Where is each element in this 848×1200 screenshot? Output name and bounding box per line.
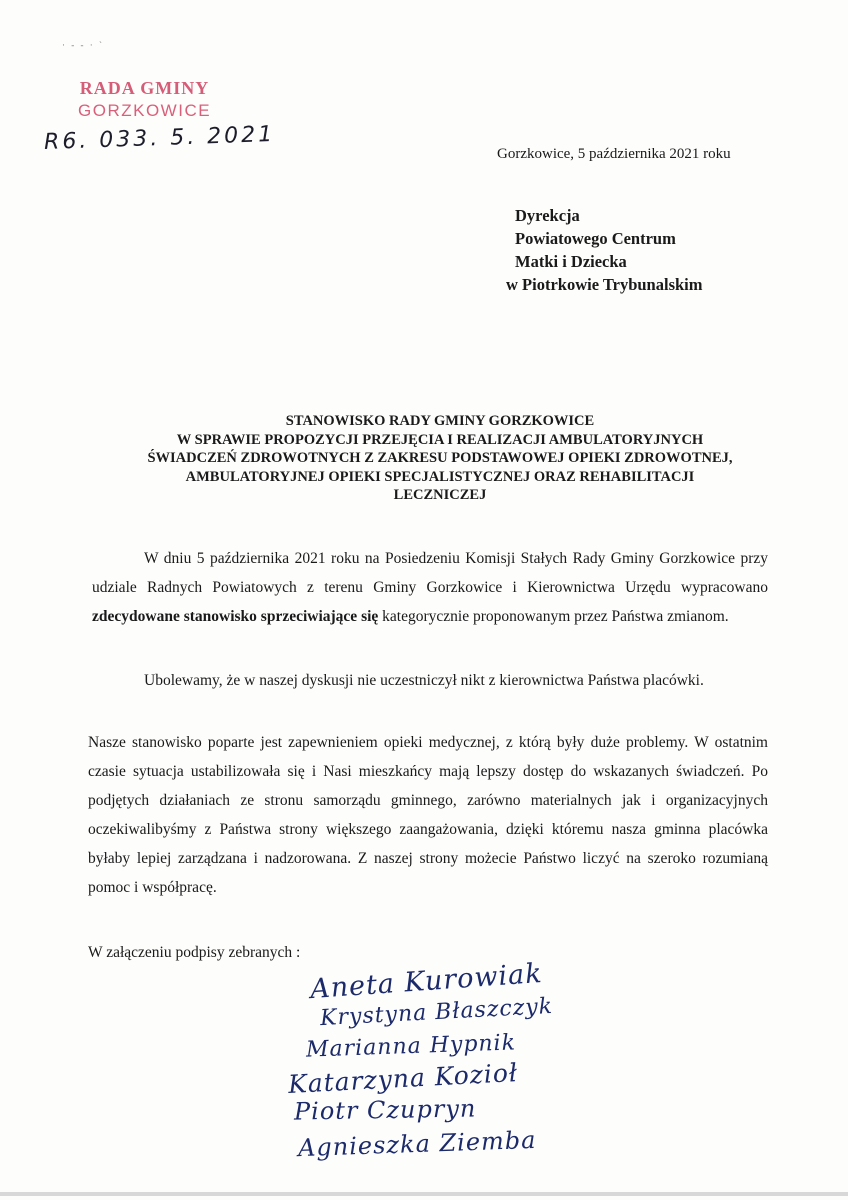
addressee-line: w Piotrkowie Trybunalskim	[506, 275, 703, 294]
title-line: ŚWIADCZEŃ ZDROWOTNYCH Z ZAKRESU PODSTAWOWEJ OPIEKI ZDROWOTNEJ,	[147, 450, 733, 466]
handwritten-reference-number: R6. 033. 5. 2021	[43, 121, 276, 156]
paragraph-1-text-end: kategorycznie proponowanym przez Państwa zmianom.	[378, 608, 729, 625]
signature: Aneta Kurowiak	[309, 957, 544, 1006]
signatures-block	[270, 957, 590, 1170]
addressee-line: Matki i Dziecka	[515, 252, 627, 271]
signature: Piotr Czupryn	[293, 1094, 477, 1126]
paragraph-1	[92, 544, 768, 631]
paragraph-1-text: W dniu 5 października 2021 roku na Posiedzeniu Komisji Stałych Rady Gminy Gorzkowice przy udziale Radnych Powiatowych z terenu Gminy Gorzkowice i Kierownictwa Urzędu wypracowano	[92, 550, 768, 596]
title-line: AMBULATORYJNEJ OPIEKI SPECJALISTYCZNEJ ORAZ REHABILITACJI	[185, 468, 695, 485]
stamp-line-2: GORZKOWICE	[78, 101, 212, 120]
addressee-block	[506, 204, 703, 296]
title-line: W SPRAWIE PROPOZYCJI PRZEJĘCIA I REALIZACJI AMBULATORYJNYCH	[176, 431, 704, 448]
addressee-line: Dyrekcja	[515, 206, 580, 225]
signature: Katarzyna Kozioł	[287, 1057, 519, 1100]
scan-edge	[0, 1192, 848, 1196]
council-stamp	[78, 78, 211, 121]
document-title	[90, 412, 790, 505]
stamp-line-1: RADA GMINY	[79, 78, 210, 98]
signature: Agnieszka Ziemba	[297, 1125, 537, 1163]
paragraph-2: Ubolewamy, że w naszej dyskusji nie uczestniczył nikt z kierownictwa Państwa placówki.	[144, 672, 704, 689]
attachment-note: W załączeniu podpisy zebranych :	[88, 944, 301, 961]
addressee-line: Powiatowego Centrum	[515, 229, 676, 248]
paragraph-3: Nasze stanowisko poparte jest zapewnieniem opieki medycznej, z którą były duże problemy. W ostatnim czasie sytuacja ustabilizowała się i Nasi mieszkańcy mają lepszy dostęp do wskazanych świadczeń. Po podjętych działaniach ze stronu samorządu gminnego, zarówno materialnych jak i organizacyjnych oczekiwalibyśmy z Państwa strony większego zaangażowania, dzięki któremu nasza gminna placówka byłaby lepiej zarządzana i nadzorowana. Z naszej strony możecie Państwo liczyć na szeroko rozumianą pomoc i współpracę.	[88, 734, 768, 896]
paragraph-1-emphasis: zdecydowane stanowisko sprzeciwiające się	[92, 608, 379, 625]
signature: Marianna Hypnik	[305, 1030, 517, 1063]
title-line: STANOWISKO RADY GMINY GORZKOWICE	[285, 413, 595, 429]
title-line: LECZNICZEJ	[393, 487, 487, 503]
place-date: Gorzkowice, 5 października 2021 roku	[497, 146, 731, 162]
signature: Krystyna Błaszczyk	[319, 993, 554, 1032]
scan-artifact: · - - · `	[62, 40, 104, 50]
